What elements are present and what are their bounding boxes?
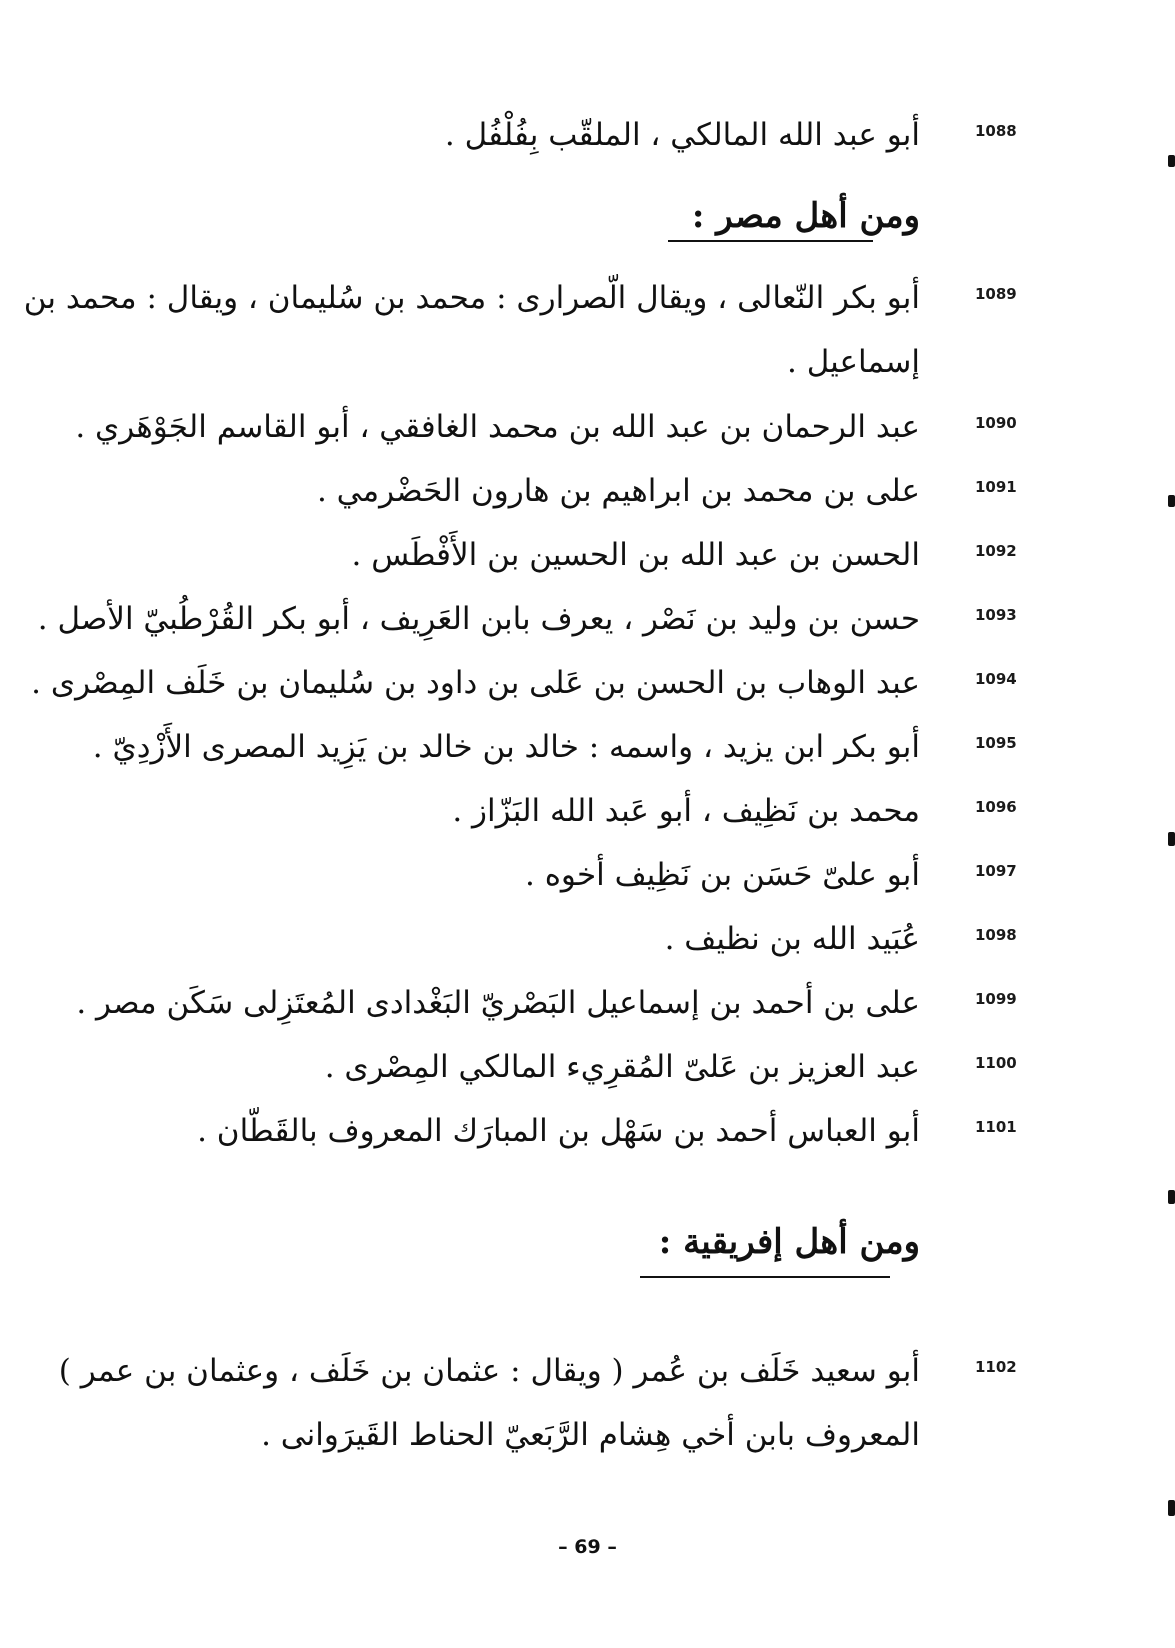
entry-text: أبو بكر ابن يزيد ، واسمه : خالد بن خالد بن يَزِيد المصرى الأَزْدِيّ . bbox=[92, 729, 920, 765]
entry-text: على بن أحمد بن إسماعيل البَصْريّ البَغْدادى المُعتَزِلى سَكَن مصر . bbox=[76, 985, 920, 1021]
entry-1098 bbox=[0, 904, 1175, 974]
entry-number: 1092 bbox=[975, 542, 1017, 560]
entry-text-continued: إسماعيل . bbox=[787, 344, 920, 380]
scan-mark bbox=[1168, 832, 1175, 846]
entry-text: عبد العزيز بن عَلىّ المُقرِيء المالكي المِصْرى . bbox=[324, 1049, 920, 1085]
entry-1092 bbox=[0, 520, 1175, 590]
entry-number: 1096 bbox=[975, 798, 1017, 816]
entry-number: 1098 bbox=[975, 926, 1017, 944]
entry-text: أبو العباس أحمد بن سَهْل بن المبارَك المعروف بالقَطّان . bbox=[197, 1113, 920, 1149]
entry-1088 bbox=[0, 100, 1175, 170]
entry-number: 1089 bbox=[975, 285, 1017, 303]
entry-text-continued: المعروف بابن أخي هِشام الرَّبَعيّ الحناط القَيرَوانى . bbox=[261, 1417, 920, 1453]
entry-1095 bbox=[0, 712, 1175, 782]
entry-1096 bbox=[0, 776, 1175, 846]
heading-underline bbox=[668, 240, 873, 242]
entry-number: 1095 bbox=[975, 734, 1017, 752]
entry-1102 bbox=[0, 1336, 1175, 1476]
entry-text: الحسن بن عبد الله بن الحسين بن الأَفْطَس . bbox=[351, 537, 920, 573]
entry-text: عبد الوهاب بن الحسن بن عَلى بن داود بن سُليمان بن خَلَف المِصْرى . bbox=[31, 665, 920, 701]
entry-1099 bbox=[0, 968, 1175, 1038]
entry-text: أبو عبد الله المالكي ، الملقّب بِفُلْفُل . bbox=[444, 117, 920, 153]
entry-1097 bbox=[0, 840, 1175, 910]
page-number: – 69 – bbox=[558, 1536, 617, 1558]
entry-number: 1097 bbox=[975, 862, 1017, 880]
entry-1093 bbox=[0, 584, 1175, 654]
entry-1091 bbox=[0, 456, 1175, 526]
entry-number: 1094 bbox=[975, 670, 1017, 688]
entry-number: 1093 bbox=[975, 606, 1017, 624]
scan-mark bbox=[1168, 495, 1175, 507]
entry-number: 1090 bbox=[975, 414, 1017, 432]
entry-1100 bbox=[0, 1032, 1175, 1102]
entry-number: 1088 bbox=[975, 122, 1017, 140]
section-heading-ifriqiya: ومن أهل إفريقية : bbox=[658, 1222, 920, 1262]
heading-underline bbox=[640, 1276, 890, 1278]
entry-text: على بن محمد بن ابراهيم بن هارون الحَضْرمي . bbox=[316, 473, 920, 509]
scan-mark bbox=[1168, 1190, 1175, 1204]
entry-1089 bbox=[0, 263, 1175, 403]
entry-text: أبو بكر النّعالى ، ويقال الّصرارى : محمد بن سُليمان ، ويقال : محمد بن bbox=[23, 280, 920, 316]
entry-number: 1102 bbox=[975, 1358, 1017, 1376]
entry-text: حسن بن وليد بن نَصْر ، يعرف بابن العَرِيف ، أبو بكر القُرْطُبيّ الأصل . bbox=[37, 601, 920, 637]
entry-number: 1091 bbox=[975, 478, 1017, 496]
section-heading-egypt: ومن أهل مصر : bbox=[691, 196, 920, 236]
entry-text: عُبَيد الله بن نظيف . bbox=[664, 921, 920, 957]
entry-text: أبو علىّ حَسَن بن نَظِيف أخوه . bbox=[524, 857, 920, 893]
entry-number: 1099 bbox=[975, 990, 1017, 1008]
entry-number: 1101 bbox=[975, 1118, 1017, 1136]
entry-1090 bbox=[0, 392, 1175, 462]
entry-number: 1100 bbox=[975, 1054, 1017, 1072]
scan-mark bbox=[1168, 1500, 1175, 1516]
entry-1101 bbox=[0, 1096, 1175, 1166]
entry-text: أبو سعيد خَلَف بن عُمر ( ويقال : عثمان بن خَلَف ، وعثمان بن عمر ) bbox=[58, 1353, 920, 1389]
entry-1094 bbox=[0, 648, 1175, 718]
entry-text: عبد الرحمان بن عبد الله بن محمد الغافقي ، أبو القاسم الجَوْهَري . bbox=[75, 409, 920, 445]
scan-mark bbox=[1168, 155, 1175, 167]
entry-text: محمد بن نَظِيف ، أبو عَبد الله البَزّاز . bbox=[452, 793, 920, 829]
